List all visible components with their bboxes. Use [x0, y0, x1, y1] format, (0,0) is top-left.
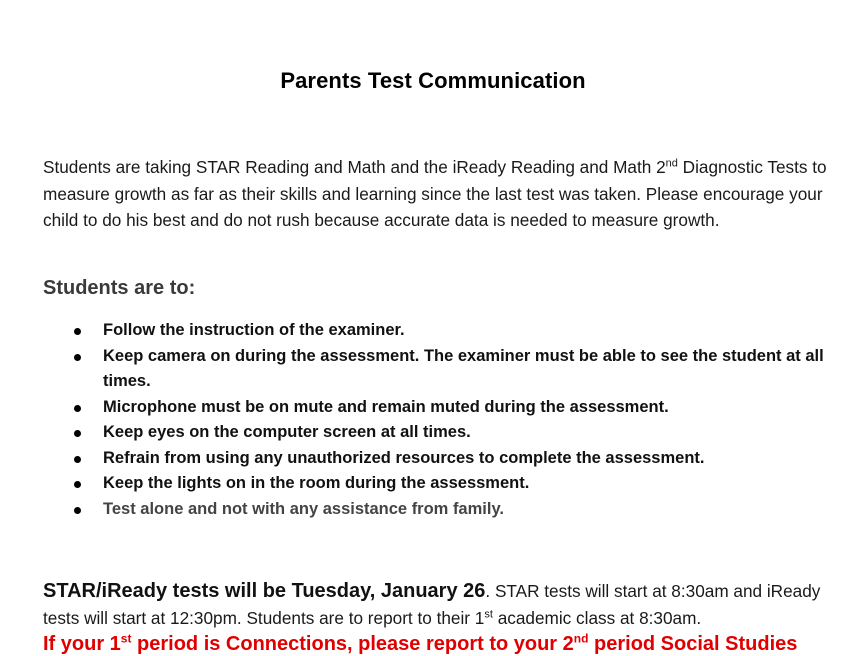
list-item	[0, 497, 830, 523]
intro-text-2: Diagnostic Tests to measure growth as far as their skills and learning since the last test was taken. Please encourage your child to do his best and do not rush because accurate data is needed to measure growth.	[43, 157, 827, 230]
rule-text: Test alone and not with any assistance from family.	[103, 499, 504, 518]
list-item	[0, 471, 830, 497]
list-item	[0, 395, 830, 421]
list-item	[0, 420, 830, 446]
notice-text-1: If your 1	[43, 633, 121, 655]
bullet-icon	[74, 328, 81, 335]
rule-text: Keep eyes on the computer screen at all times.	[103, 423, 471, 441]
rule-text: Refrain from using any unauthorized resources to complete the assessment.	[103, 448, 705, 467]
schedule-text-1: . STAR tests will start at 8:30am and iReady tests will start at 12:30pm. Students are to report to their 1	[43, 581, 821, 628]
bullet-icon	[74, 405, 81, 412]
rules-list	[0, 318, 830, 522]
list-item	[0, 446, 830, 472]
bullet-icon	[74, 507, 81, 514]
rule-text: Follow the instruction of the examiner.	[103, 321, 405, 339]
notice-superscript-1: st	[120, 631, 132, 646]
rule-text: Keep the lights on in the room during the assessment.	[103, 474, 530, 492]
schedule-text-2: academic class at 8:30am.	[492, 608, 702, 628]
schedule-date: STAR/iReady tests will be Tuesday, January 26	[43, 580, 486, 602]
bullet-icon	[74, 430, 81, 437]
intro-paragraph	[43, 154, 833, 234]
intro-text-1: Students are taking STAR Reading and Math and the iReady Reading and Math 2	[43, 157, 666, 177]
schedule-superscript: st	[484, 608, 493, 621]
notice-text-2: period is Connections, please report to your 2	[131, 633, 574, 655]
bullet-icon	[74, 481, 81, 488]
rules-heading: Students are to:	[43, 277, 196, 299]
schedule-paragraph	[43, 578, 843, 632]
intro-superscript: nd	[665, 157, 678, 170]
notice-text-3: period Social Studies	[588, 633, 798, 655]
list-item	[0, 318, 830, 344]
rule-text: Microphone must be on mute and remain muted during the assessment.	[103, 397, 669, 416]
page-title: Parents Test Communication	[280, 68, 586, 93]
bullet-icon	[74, 456, 81, 463]
notice-superscript-2: nd	[573, 631, 589, 646]
list-item	[0, 344, 830, 395]
rule-text: Keep camera on during the assessment. The examiner must be able to see the student at all times.	[103, 346, 824, 390]
bullet-icon	[74, 354, 81, 361]
